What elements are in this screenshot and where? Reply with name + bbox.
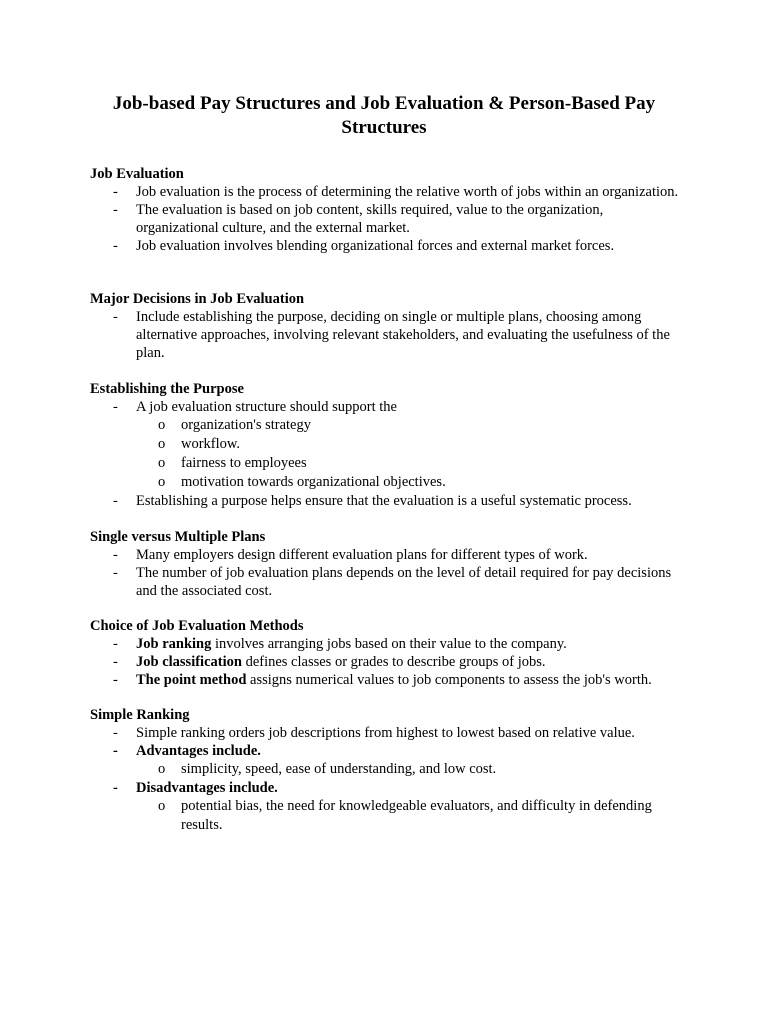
sub-list-item-text: motivation towards organizational objectives.	[181, 474, 446, 490]
sub-list-item	[90, 435, 680, 454]
sub-list-item	[90, 454, 680, 473]
list-item	[90, 308, 680, 362]
dash-bullet: -	[113, 238, 118, 254]
dash-bullet: -	[113, 636, 118, 652]
list-item	[90, 237, 680, 255]
list-item-text: Disadvantages include.	[136, 780, 278, 796]
sub-list-item-text: simplicity, speed, ease of understanding, and low cost.	[181, 761, 497, 777]
list-item	[90, 492, 680, 510]
sub-list-item	[90, 797, 680, 835]
list-item-text: The number of job evaluation plans depends on the level of detail required for pay decisions and the associated cost.	[136, 565, 672, 599]
section-simple-ranking	[90, 706, 680, 835]
sub-list-item	[90, 760, 680, 779]
list-item-text: Simple ranking orders job descriptions from highest to lowest based on relative value.	[136, 725, 635, 741]
list-item	[90, 183, 680, 201]
sub-list-item-text: potential bias, the need for knowledgeable evaluators, and difficulty in defending results.	[181, 798, 652, 833]
list-item	[90, 201, 680, 237]
list-item-text: Job evaluation involves blending organizational forces and external market forces.	[136, 238, 615, 254]
list-item-disadvantages	[90, 779, 680, 797]
term-job-classification: Job classification	[136, 654, 242, 670]
circle-bullet: o	[158, 474, 166, 490]
sub-list-item-text: fairness to employees	[181, 455, 307, 471]
list-item	[90, 564, 680, 600]
list-item	[90, 398, 680, 416]
list-item	[90, 653, 680, 671]
sub-list-item-text: organization's strategy	[181, 417, 311, 433]
list-item-text: Establishing a purpose helps ensure that the evaluation is a useful systematic process.	[136, 493, 632, 509]
section-evaluation-methods	[90, 617, 680, 689]
circle-bullet: o	[158, 798, 166, 814]
list-item-text: Job evaluation is the process of determining the relative worth of jobs within an organization.	[136, 184, 679, 200]
list-item-text: involves arranging jobs based on their value to the company.	[211, 636, 567, 652]
sub-list-item-text: workflow.	[181, 436, 241, 452]
list-item-text: defines classes or grades to describe groups of jobs.	[241, 654, 546, 670]
list-item	[90, 635, 680, 653]
list-item	[90, 724, 680, 742]
dash-bullet: -	[113, 309, 118, 325]
list-item-text: The evaluation is based on job content, skills required, value to the organization, organizational culture, and the external market.	[136, 202, 604, 236]
list-item-advantages	[90, 742, 680, 760]
dash-bullet: -	[113, 493, 118, 509]
section-heading: Job Evaluation	[90, 166, 184, 182]
dash-bullet: -	[113, 654, 118, 670]
list-item-text: Advantages include.	[136, 743, 261, 759]
list-item	[90, 671, 680, 689]
list-item-text: Many employers design different evaluation plans for different types of work.	[136, 547, 588, 563]
list-item-text: A job evaluation structure should support the	[136, 399, 397, 415]
section-single-vs-multiple	[90, 528, 680, 600]
section-heading: Simple Ranking	[90, 707, 190, 723]
sub-list-item	[90, 416, 680, 435]
dash-bullet: -	[113, 780, 118, 796]
section-establishing-purpose	[90, 380, 680, 510]
list-item-text: assigns numerical values to job components to assess the job's worth.	[246, 672, 652, 688]
section-heading: Choice of Job Evaluation Methods	[90, 618, 304, 634]
dash-bullet: -	[113, 399, 118, 415]
dash-bullet: -	[113, 672, 118, 688]
circle-bullet: o	[158, 417, 166, 433]
section-heading: Establishing the Purpose	[90, 381, 244, 397]
circle-bullet: o	[158, 436, 166, 452]
section-heading: Major Decisions in Job Evaluation	[90, 291, 305, 307]
section-major-decisions	[90, 290, 680, 362]
sub-list-item	[90, 473, 680, 492]
dash-bullet: -	[113, 547, 118, 563]
dash-bullet: -	[113, 202, 118, 218]
list-item	[90, 546, 680, 564]
section-job-evaluation	[90, 165, 680, 255]
circle-bullet: o	[158, 761, 166, 777]
dash-bullet: -	[113, 184, 118, 200]
circle-bullet: o	[158, 455, 166, 471]
dash-bullet: -	[113, 725, 118, 741]
list-item-text: Include establishing the purpose, deciding on single or multiple plans, choosing among alternative approaches, involving relevant stakeholders, and evaluating the usefulness of the plan.	[136, 309, 670, 361]
dash-bullet: -	[113, 743, 118, 759]
document-title: Job-based Pay Structures and Job Evaluation & Person-Based Pay Structures	[112, 93, 656, 138]
term-job-ranking: Job ranking	[136, 636, 212, 652]
term-point-method: The point method	[136, 672, 247, 688]
dash-bullet: -	[113, 565, 118, 581]
section-heading: Single versus Multiple Plans	[90, 529, 266, 545]
